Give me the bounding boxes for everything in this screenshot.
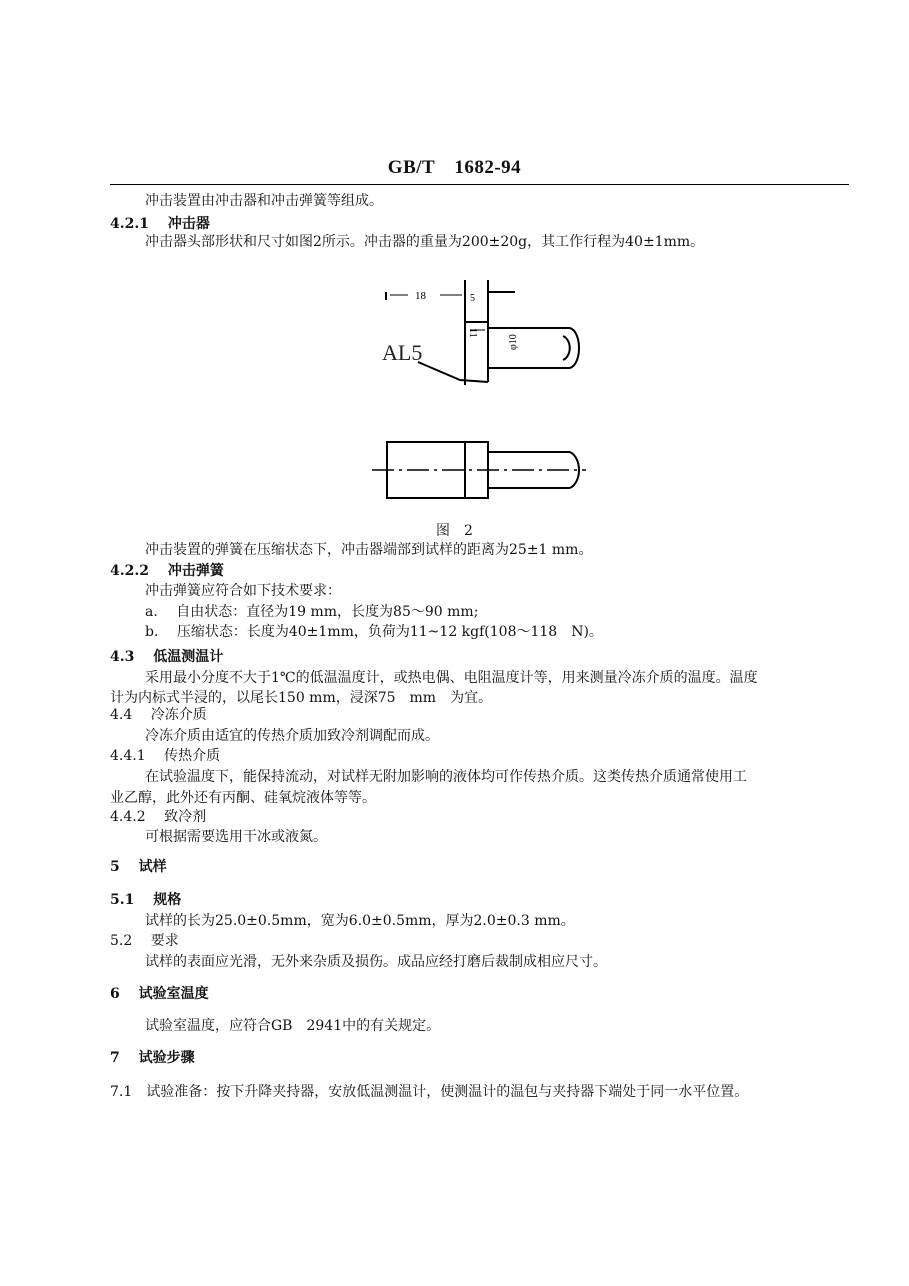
heading-6: 6 试验室温度 [110, 986, 209, 1002]
paragraph-freezing-medium: 冷冻介质由适宜的传热介质加致冷剂调配而成。 [145, 728, 439, 744]
heading-5-2: 5.2 要求 [110, 933, 179, 949]
header-rule [110, 184, 849, 185]
heading-4-4: 4.4 冷冻介质 [110, 707, 207, 723]
paragraph-spring-req: 冲击弹簧应符合如下技术要求： [145, 583, 341, 599]
paragraph-specimen-size: 试样的长为25.0±0.5mm，宽为6.0±0.5mm，厚为2.0±0.3 mm。 [145, 913, 575, 929]
list-item-a: a. 自由状态：直径为19 mm，长度为85～90 mm; [145, 604, 479, 620]
paragraph-test-prep: 7.1 试验准备：按下升降夹持器，安放低温测温计，使测温计的温包与夹持器下端处于同一水平位置。 [110, 1084, 749, 1100]
dimension-phi10: φ10 [508, 334, 519, 350]
heading-7: 7 试验步骤 [110, 1050, 195, 1066]
label-al5: AL5 [382, 340, 423, 365]
heading-4-4-1: 4.4.1 传热介质 [110, 748, 221, 764]
paragraph-refrigerant: 可根据需要选用干冰或液氮。 [145, 829, 327, 845]
paragraph-heat-medium-2: 业乙醇，此外还有丙酮、硅氧烷液体等等。 [110, 790, 376, 806]
heading-4-2-1: 4.2.1 冲击器 [110, 216, 210, 232]
heading-5: 5 试样 [110, 859, 167, 875]
paragraph-heat-medium-1: 在试验温度下，能保持流动，对试样无附加影响的液体均可作传热介质。这类传热介质通常使用工 [145, 769, 747, 785]
heading-4-4-2: 4.4.2 致冷剂 [110, 809, 207, 825]
figure-2-drawing [360, 270, 600, 510]
paragraph-impactor: 冲击器头部形状和尺寸如图2所示。冲击器的重量为200±20g，其工作行程为40±1mm。 [145, 234, 705, 250]
dimension-5: 5 [470, 293, 475, 304]
document-header: GB/T 1682-94 [387, 157, 522, 178]
paragraph-thermometer-2: 计为内标式半浸的，以尾长150 mm，浸深75 mm 为宜。 [110, 690, 493, 706]
heading-4-2-2: 4.2.2 冲击弹簧 [110, 563, 224, 579]
paragraph-thermometer-1: 采用最小分度不大于1℃的低温温度计，或热电偶、电阻温度计等，用来测量冷冻介质的温度。温度 [145, 670, 758, 686]
dimension-18: 18 [415, 290, 426, 302]
list-item-b: b. 压缩状态：长度为40±1mm，负荷为11~12 kgf(108～118 N)。 [145, 624, 603, 640]
paragraph-intro: 冲击装置由冲击器和冲击弹簧等组成。 [145, 193, 383, 209]
heading-5-1: 5.1 规格 [110, 892, 182, 908]
figure-caption: 图 2 [436, 523, 473, 539]
paragraph-specimen-req: 试样的表面应光滑，无外来杂质及损伤。成品应经打磨后裁制成相应尺寸。 [145, 954, 607, 970]
paragraph-spring-distance: 冲击装置的弹簧在压缩状态下，冲击器端部到试样的距离为25±1 mm。 [145, 542, 593, 558]
heading-4-3: 4.3 低温测温计 [110, 649, 224, 665]
dimension-11: 11 [467, 328, 478, 338]
paragraph-lab-temp: 试验室温度，应符合GB 2941中的有关规定。 [145, 1018, 441, 1034]
